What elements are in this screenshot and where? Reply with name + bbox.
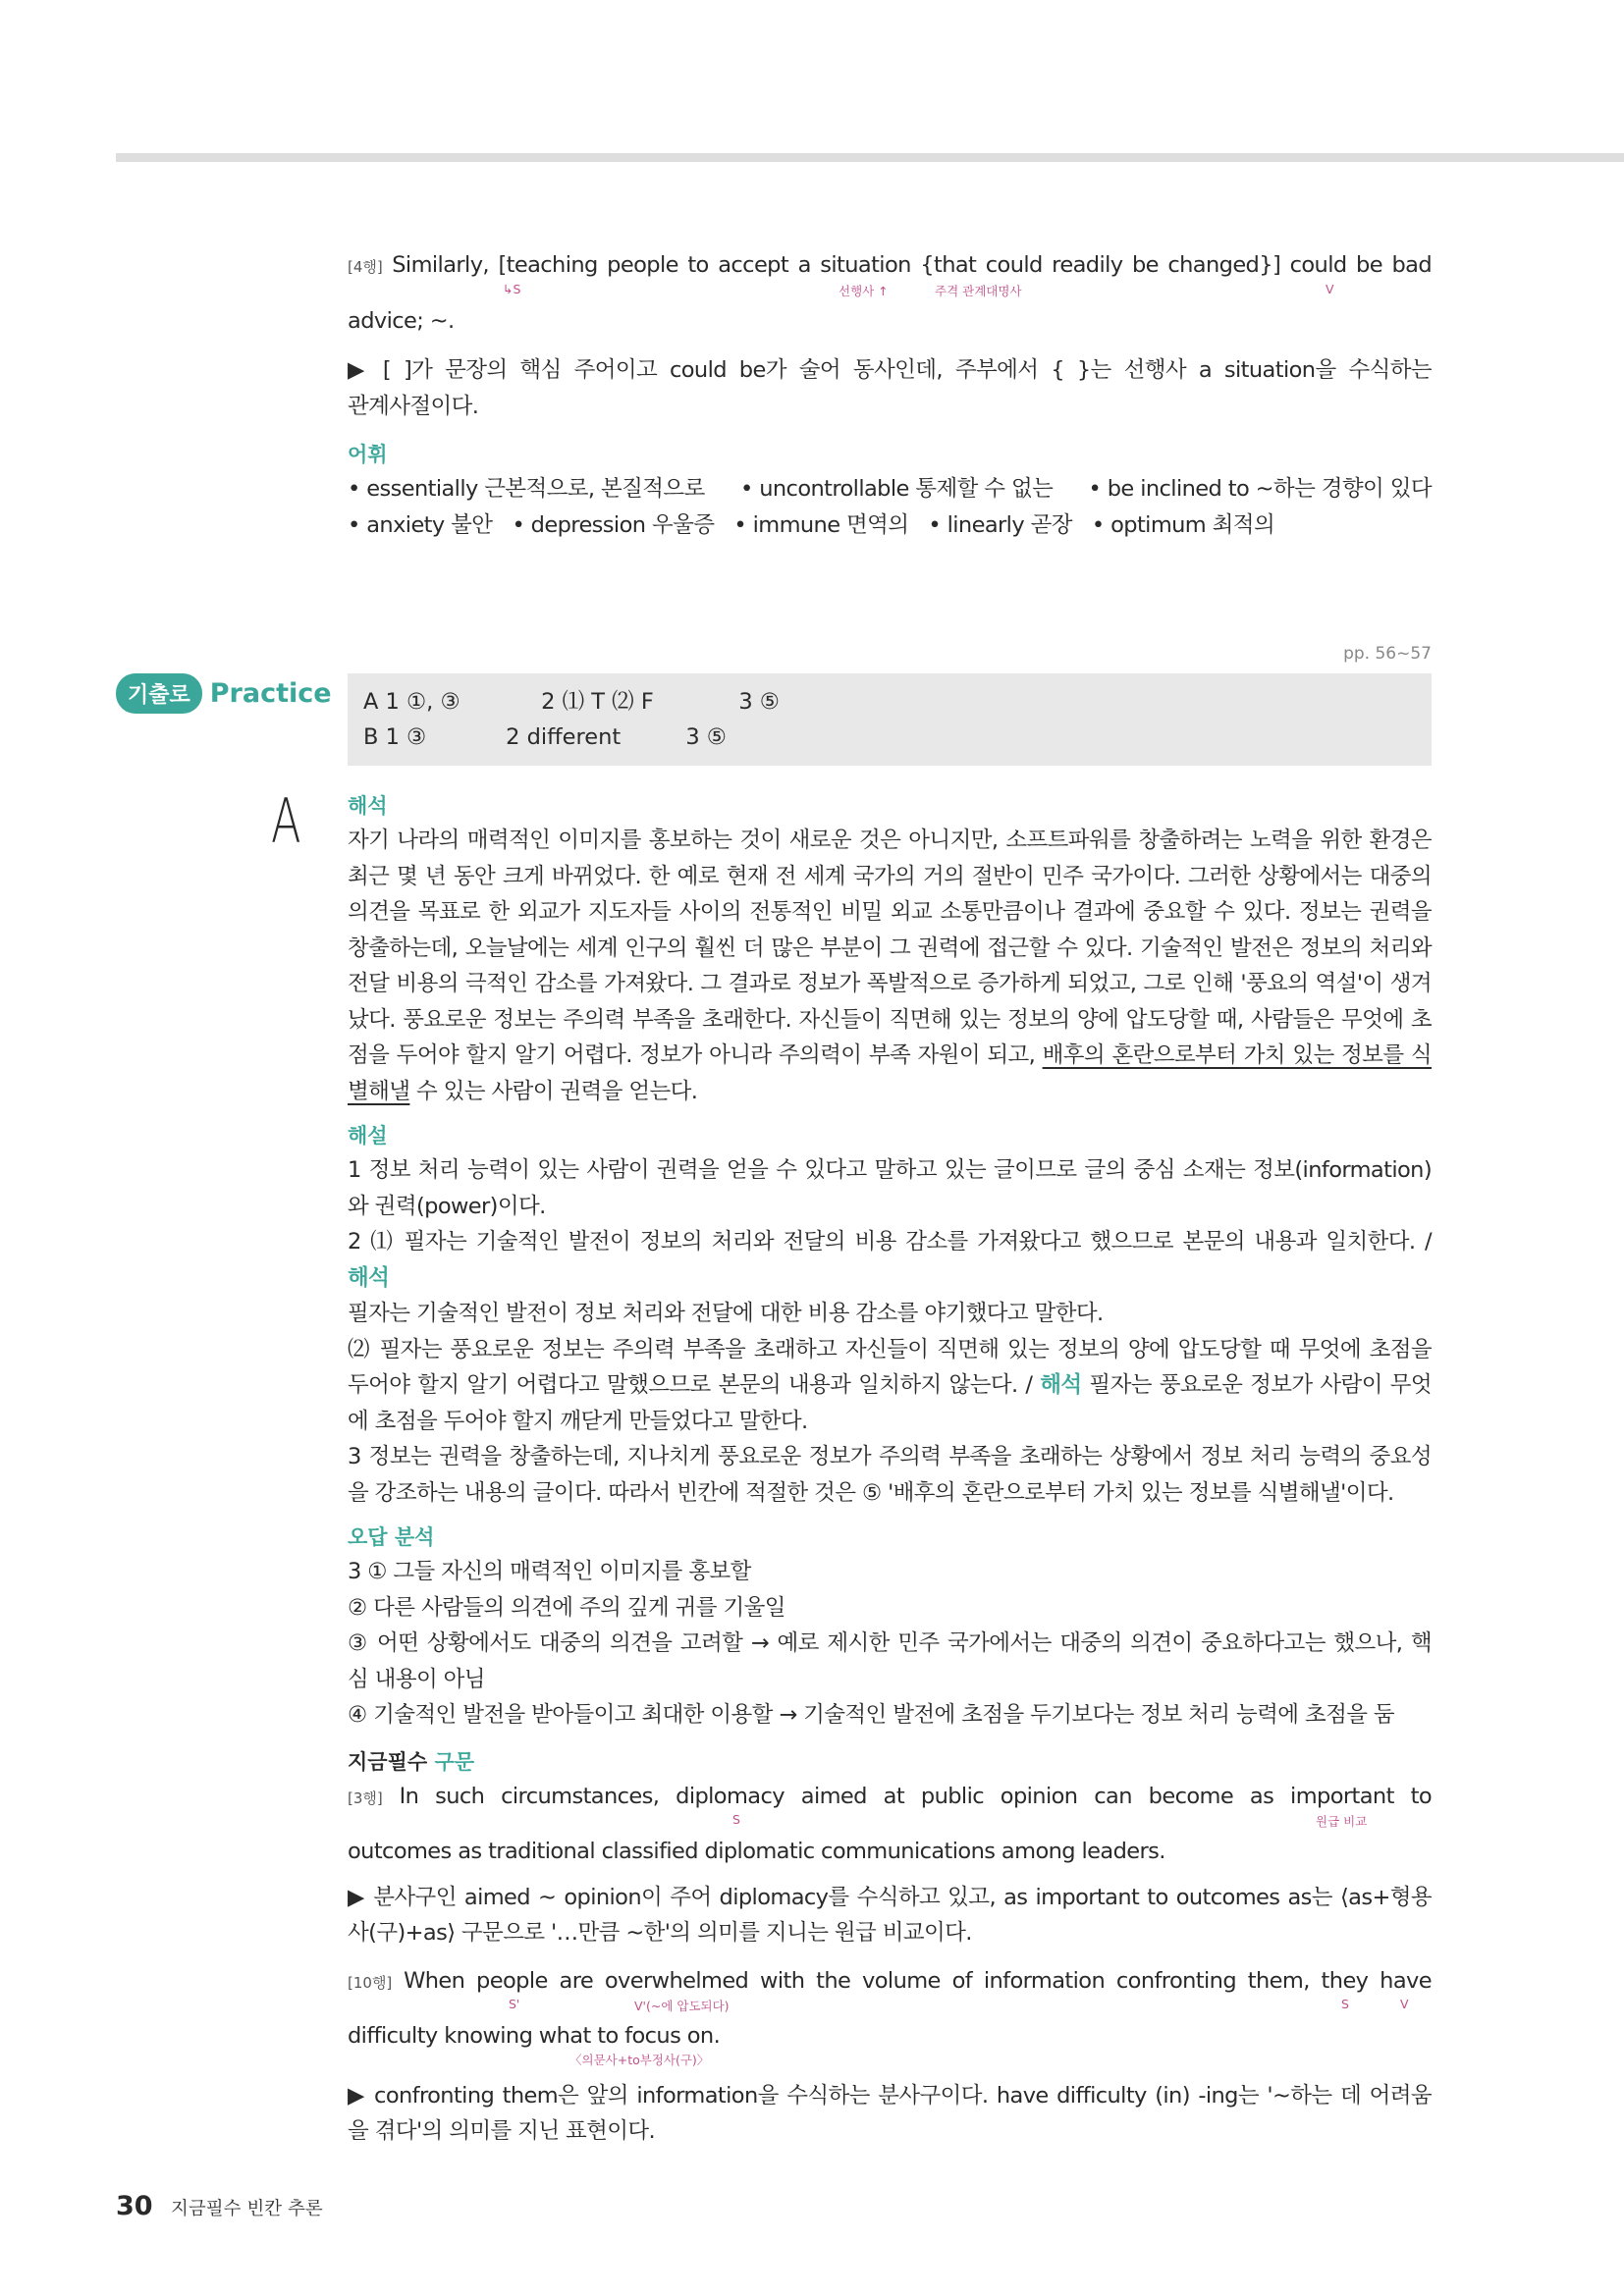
line-tag: [3행] <box>348 1789 383 1807</box>
page-number: 30 <box>116 2191 153 2221</box>
grammar-sentence: Similarly, [teaching people to accept a situation {that could readily be changed}] could be bad <box>392 252 1432 278</box>
commentary-line: 3 정보는 권력을 창출하는데, 지나치게 풍요로운 정보가 주의력 부족을 초래하는 상황에서 정보 처리 능력의 중요성 <box>348 1444 1432 1469</box>
vocab-row-1 <box>348 471 1432 507</box>
grammar-note-top <box>348 247 1432 543</box>
annot-verb: V'(~에 압도되다) <box>634 1999 730 2013</box>
grammar-explanation: ▶ [ ]가 문장의 핵심 주어이고 could be가 술어 동사인데, 주부에서 { }는 선행사 a situation을 수식하는 관계사절이다. <box>348 357 1432 419</box>
badge-pill: 기출로 <box>116 673 202 714</box>
translation-text: 수 있는 사람이 권력을 얻는다. <box>409 1078 698 1104</box>
commentary-line: ⑵ 필자는 풍요로운 정보는 주의력 부족을 초래하고 자신들이 직면해 있는 정보의 양에 압도당할 때 무엇에 초점을 <box>348 1336 1432 1362</box>
vocab-item: • optimum 최적의 <box>1091 511 1275 538</box>
grammar-annotations <box>348 1997 1432 2018</box>
commentary-line: 에 초점을 두어야 할지 깨닫게 만들었다고 말한다. <box>348 1408 808 1434</box>
commentary-line <box>348 1367 1432 1404</box>
badge-label: Practice <box>209 677 332 709</box>
answer: 2 ⑴ T ⑵ F <box>541 689 654 715</box>
answer-box <box>348 673 1432 766</box>
key-syntax-heading <box>348 1745 1432 1779</box>
annot-antecedent: 선행사 ↑ <box>839 283 889 298</box>
wrong-answer-line: ③ 어떤 상황에서도 대중의 의견을 고려할 → 예로 제시한 민주 국가에서는 대중의 의견이 중요하다고는 했으나, 핵 <box>348 1630 1432 1656</box>
answer: 2 different <box>506 724 622 750</box>
vocab-item: • be inclined to ~하는 경향이 있다 <box>1088 476 1432 502</box>
vocab-item: • essentially 근본적으로, 본질적으로 <box>348 476 705 502</box>
wrong-answer-line: ② 다른 사람들의 의견에 주의 깊게 귀를 기울일 <box>348 1594 785 1621</box>
grammar-sentence: When people are overwhelmed with the volume of information confronting them, they have <box>404 1967 1432 1994</box>
heading-part: 구문 <box>434 1749 475 1774</box>
translation-line <box>348 1038 1432 1074</box>
grammar-line <box>348 247 1432 286</box>
grammar-explanation: 을 겪다'의 의미를 지닌 표현이다. <box>348 2118 656 2144</box>
grammar-sentence: In such circumstances, diplomacy aimed at public opinion can become as important to <box>399 1783 1432 1809</box>
answer-row-b <box>363 720 1416 755</box>
grammar-line-2: outcomes as traditional classified diplomatic communications among leaders. <box>348 1839 1165 1864</box>
heading-part: 지금필수 <box>348 1749 428 1774</box>
translation-heading: 해석 <box>348 794 388 818</box>
top-divider <box>116 153 1624 162</box>
annot-subject: ↳S <box>503 281 521 296</box>
practice-badge <box>116 673 332 713</box>
translation-line <box>348 1074 1432 1110</box>
line-tag: [10행] <box>348 1973 393 1992</box>
grammar-annotations <box>348 281 1432 303</box>
wrong-answer-line: 심 내용이 아님 <box>348 1666 485 1692</box>
section-letter: A <box>271 785 301 857</box>
answer: A 1 ①, ③ <box>363 689 460 715</box>
vocab-row-2 <box>348 507 1432 544</box>
annot-verb: V <box>1400 1997 1409 2011</box>
wrong-answer-heading: 오답 분석 <box>348 1525 435 1549</box>
commentary-line <box>348 1224 1432 1296</box>
answer-underline: 배후의 혼란으로부터 가치 있는 정보를 식 <box>1042 1042 1433 1068</box>
page-range: pp. 56~57 <box>1343 644 1432 664</box>
wrong-answer-line: 3 ① 그들 자신의 매력적인 이미지를 홍보할 <box>348 1559 751 1584</box>
grammar-annotations <box>348 2052 1432 2072</box>
wrong-answer-line: ④ 기술적인 발전을 받아들이고 최대한 이용할 → 기술적인 발전에 초점을 두기보다는 정보 처리 능력에 초점을 둠 <box>348 1702 1395 1728</box>
grammar-explanation: ▶ 분사구인 aimed ~ opinion이 주어 diplomacy를 수식하고 있고, as important to outcomes as는 ⟨as+형용 <box>348 1884 1432 1910</box>
grammar-line-2: difficulty knowing what to focus on. <box>348 2023 721 2049</box>
answer-row-a <box>363 684 1416 720</box>
answer: B 1 ③ <box>363 724 427 750</box>
translation-line: 전달 비용의 극적인 감소를 가져왔다. 그 결과로 정보가 폭발적으로 증가하게 되었고, 그로 인해 '풍요의 역설'이 생겨 <box>348 971 1432 996</box>
commentary-line: 을 강조하는 내용의 글이다. 따라서 빈칸에 적절한 것은 ⑤ '배후의 혼란으로부터 가치 있는 정보를 식별해낼'이다. <box>348 1479 1394 1506</box>
grammar-line <box>348 1963 1432 2002</box>
commentary-text: 2 ⑴ 필자는 기술적인 발전이 정보의 처리와 전달의 비용 감소를 가져왔다고 했으므로 본문의 내용과 일치한다. / <box>348 1229 1432 1255</box>
vocab-heading: 어휘 <box>348 443 388 466</box>
annot-subject: S <box>732 1812 740 1827</box>
vocab-item: • linearly 곧장 <box>928 511 1072 538</box>
commentary-line: 와 권력(power)이다. <box>348 1193 546 1219</box>
translation-line: 났다. 풍요로운 정보는 주의력 부족을 초래한다. 자신들이 직면해 있는 정보의 양에 압도당할 때, 사람들은 무엇에 초 <box>348 1006 1432 1033</box>
grammar-explanation: ▶ confronting them은 앞의 information을 수식하는 분사구이다. have difficulty (in) -ing는 '~하는 데 어려움 <box>348 2082 1432 2109</box>
book-title: 지금필수 빈칸 추론 <box>171 2199 323 2219</box>
annot-comparison: 원급 비교 <box>1316 1814 1368 1829</box>
grammar-line-2: advice; ~. <box>348 307 455 334</box>
translation-tag: 해석 <box>348 1264 390 1291</box>
vocab-item: • anxiety 불안 <box>348 511 493 538</box>
commentary-line: 1 정보 처리 능력이 있는 사람이 권력을 얻을 수 있다고 말하고 있는 글이므로 글의 중심 소재는 정보(information) <box>348 1157 1432 1183</box>
translation-line: 의견을 목표로 한 외교가 지도자들 사이의 전통적인 비밀 외교 소통만큼이나 결과에 중요할 수 있다. 정보는 권력을 <box>348 899 1432 925</box>
translation-tag: 해석 <box>1040 1372 1082 1398</box>
annot-phrase: 〈의문사+to부정사(구)〉 <box>569 2052 710 2067</box>
answer: 3 ⑤ <box>738 689 780 715</box>
grammar-explanation: 사(구)+as⟩ 구문으로 '…만큼 ~한'의 의미를 지니는 원급 비교이다. <box>348 1920 972 1946</box>
section-a <box>348 789 1432 2150</box>
annot-subject: S <box>1341 1997 1349 2011</box>
annot-subject: S' <box>509 1997 520 2011</box>
line-tag: [4행] <box>348 258 383 276</box>
translation-text: 점을 두어야 할지 알기 어렵다. 정보가 아니라 주의력이 부족 자원이 되고, <box>348 1042 1043 1068</box>
answer-underline: 별해낼 <box>348 1078 410 1104</box>
commentary-line: 필자는 기술적인 발전이 정보 처리와 전달에 대한 비용 감소를 야기했다고 말한다. <box>348 1301 1104 1326</box>
vocab-item: • immune 면역의 <box>733 511 909 538</box>
grammar-annotations <box>348 1812 1432 1834</box>
answer: 3 ⑤ <box>685 724 727 750</box>
annot-verb: V <box>1326 281 1334 296</box>
commentary-text: 필자는 풍요로운 정보가 사람이 무엇 <box>1081 1372 1432 1398</box>
vocab-item: • uncontrollable 통제할 수 없는 <box>740 476 1054 502</box>
grammar-line <box>348 1779 1432 1817</box>
translation-line: 창출하는데, 오늘날에는 세계 인구의 훨씬 더 많은 부분이 그 권력에 접근할 수 있다. 기술적인 발전은 정보의 처리와 <box>348 934 1432 961</box>
vocab-item: • depression 우울증 <box>512 511 715 538</box>
annot-relative: 주격 관계대명사 <box>935 283 1022 298</box>
commentary-heading: 해설 <box>348 1124 388 1148</box>
commentary-text: 두어야 할지 알기 어렵다고 말했으므로 본문의 내용과 일치하지 않는다. / <box>348 1372 1041 1398</box>
translation-line: 최근 몇 년 동안 크게 바뀌었다. 한 예로 현재 전 세계 국가의 거의 절반이 민주 국가이다. 그러한 상황에서는 대중의 <box>348 863 1432 889</box>
translation-line: 자기 나라의 매력적인 이미지를 홍보하는 것이 새로운 것은 아니지만, 소프트파워를 창출하려는 노력을 위한 환경은 <box>348 828 1432 853</box>
